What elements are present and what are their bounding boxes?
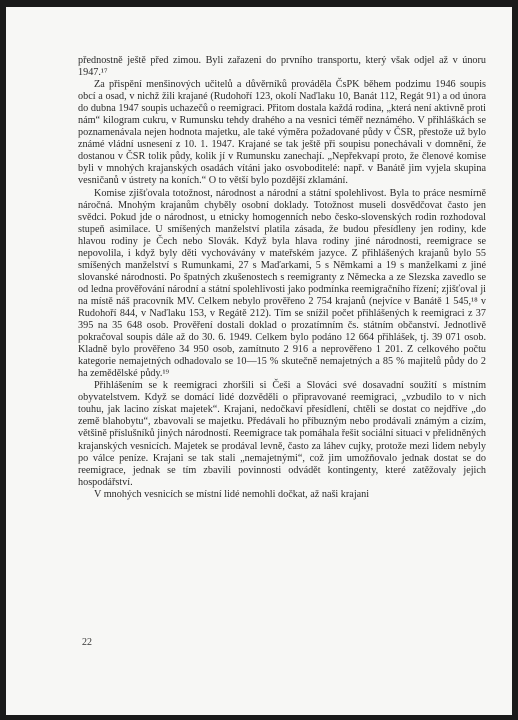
page-number: 22 [82, 637, 92, 648]
paragraph-1: přednostně ještě před zimou. Byli zařazeni do prvního transportu, který však odjel až v únoru 1947.¹⁷ [78, 55, 486, 79]
paragraph-2: Za přispění menšinových učitelů a důvěrníků prováděla ČsPK během podzimu 1946 soupis obcí a osad, v nichž žili krajané (Rudohoří 123, okolí Naďlaku 10, Banát 112, Regát 91) a od února do dubna 1947 soupis uchazečů o reemigraci. Přitom dostala každá rodina, „která není aktivně proti nám“ kilogram cukru, v Rumunsku tehdy drahého a na vesnici téměř neznámého. V přihláškách se poznamenávala nejen hodnota majetku, ale také výměra požadované půdy v ČSR, přestože už bylo známé vládní usnesení z 10. 1. 1947. Krajané se tak ještě při soupisu ponechávali v domnění, že dostanou v ČSR tolik půdy, kolik jí v Rumunsku zanechají. „Nepřekvapí proto, že členové komise byli v mnohých krajanských osadách vítáni jako osvoboditelé: např. v Banátě jim vyjela skupina vesničanů v ústrety na koních.“ O to větší bylo pozdější zklamání. [78, 79, 486, 187]
body-text [78, 55, 486, 501]
paragraph-5: V mnohých vesnicích se místní lidé nemohli dočkat, až naši krajani [94, 488, 370, 500]
paragraph-3: Komise zjišťovala totožnost, národnost a národní a státní spolehlivost. Byla to práce nesmírně náročná. Mnohým krajanům chyběly osobní doklady. Totožnost museli dosvědčovat často jen svědci. Pokud jde o národnost, u etnicky homogenních nebo česko-slovenských rodin rozhodoval stupeň asimilace. U smíšených manželství platila zásada, že budou přesídleny jen rodiny, kde hlavou rodiny je Čech nebo Slovák. Když byla hlava rodiny jiné národnosti, reemigrace se nepovolila, i když byly děti vychovávány v mateřském jazyce. Z přihlášených krajanů bylo 55 smíšených manželství s Rumunkami, 27 s Maďarkami, 5 s Němkami a 19 s manželkami z jiné slovanské národnosti. Po špatných zkušenostech s reemigranty z Německa a ze Slezska zavedlo se od ledna prověřování národní a státní spolehlivosti jako podmínka reemigračního řízení; zjišťoval ji na místě náš pracovník MV. Celkem nebylo prověřeno 2 754 krajanů (nejvíce v Banátě 1 545,¹⁸ v Rudohoří 844, v Naďlaku 153, v Regátě 212). Tím se snížil počet přihlášených k reemigraci z 37 395 na 35 648 osob. Prověření dostali doklad o prozatímním čs. státním občanství. Jednotlivě pokračoval soupis dále až do 30. 6. 1949. Celkem bylo podáno 12 664 přihlášek, tj. 39 071 osob. Kladně bylo prověřeno 34 950 osob, zamítnuto 2 916 a neprověřeno 1 201. Z celkového počtu kategorie nemajetných odhadovalo se 10—15 % skutečně nemajetných a 85 % majitelů půdy do 2 ha zemědělské půdy.¹⁹ [78, 187, 486, 380]
paragraph-4: Přihlášením se k reemigraci zhoršili si Češi a Slováci své dosavadní soužití s místním obyvatelstvem. Když se domácí lidé dozvěděli o připravované reemigraci, „vzbudilo to v nich touhu, jak lacino získat majetek“. Krajani, nedočkaví přesídlení, chtěli se dostat co nejdříve „do země blahobytu“, zbavovali se majetku. Předávali ho příbuzným nebo prodávali známým a cizím, většině příslušníků jiných národností. Reemigrace tak pomáhala řešit sociální situaci v přelidněných krajanských vesnicích. Majetek se prodával levně, často za láhev cujky, protože mezi lidem nebyly po válce peníze. Krajani se tak stali „nemajetnými“, což jim umožňovalo jednak dostat se do reemigrace, jednak se tím zbavili povinnosti odvádět kontingenty, které zatěžovaly jejich hospodářství. [78, 380, 486, 488]
